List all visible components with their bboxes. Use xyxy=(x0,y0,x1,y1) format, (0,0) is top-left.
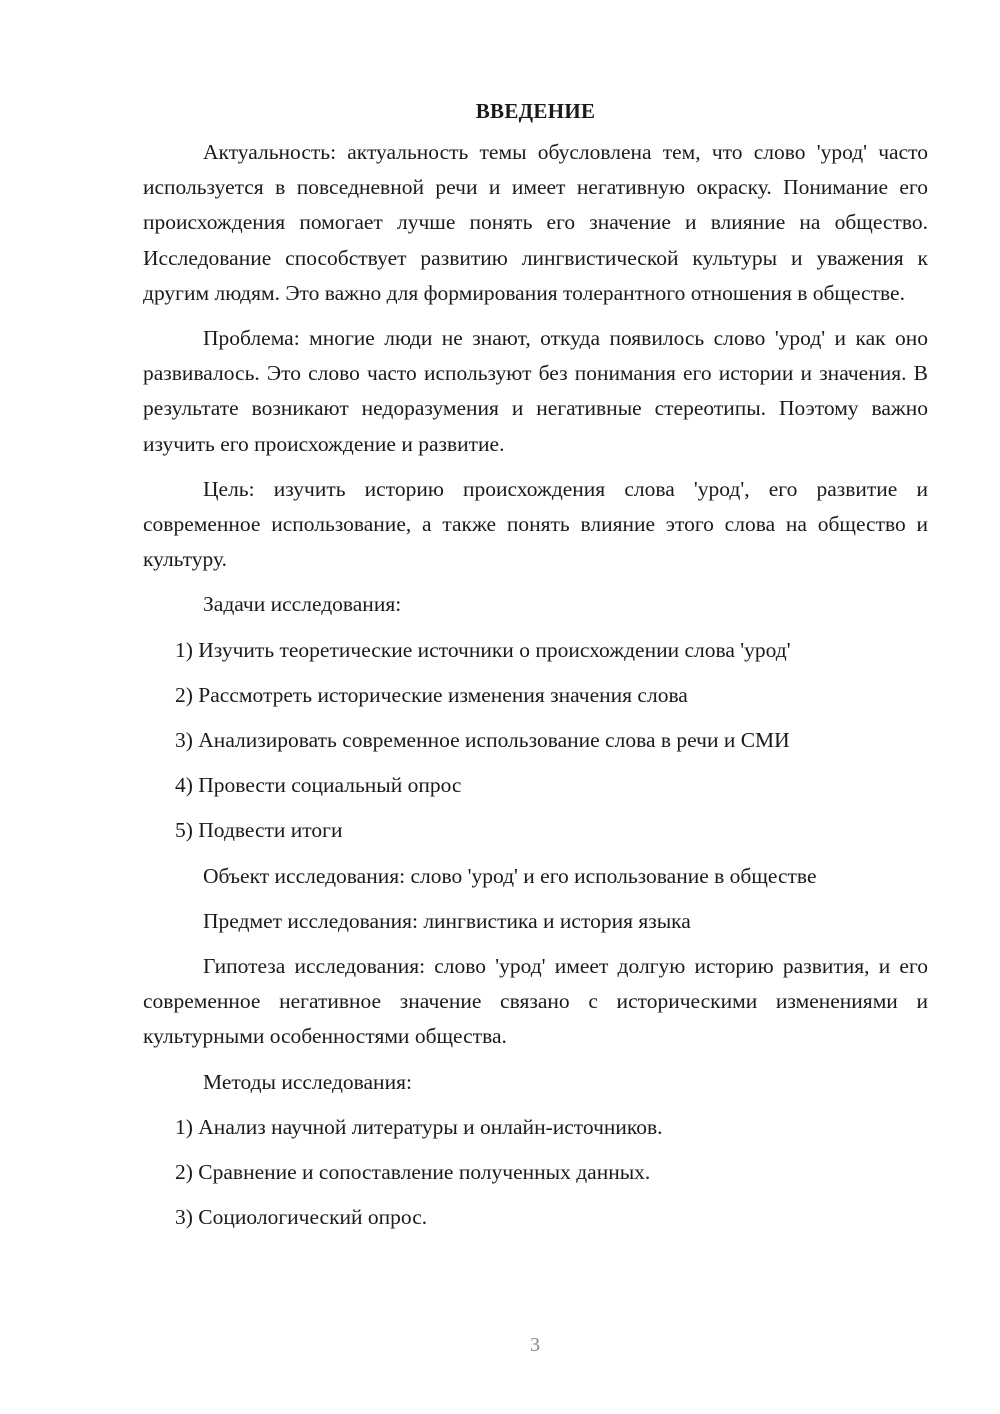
page-number: 3 xyxy=(530,1334,540,1356)
document-body xyxy=(143,93,928,1235)
methods-heading: Методы исследования: xyxy=(203,1069,412,1094)
method-item: 2) Сравнение и сопоставление полученных данных. xyxy=(175,1160,651,1185)
task-item: 4) Провести социальный опрос xyxy=(175,773,462,798)
problem-paragraph: Проблема: многие люди не знают, откуда появилось слово 'урод' и как оно развивалось. Это слово часто используют без понимания его истории и значения. В результате возникают недоразумения и негативные стереотипы. Поэтому важно изучить его происхождение и развитие. xyxy=(143,326,928,456)
hypothesis-paragraph: Гипотеза исследования: слово 'урод' имеет долгую историю развития, и его современное негативное значение связано с историческими изменениями и культурными особенностями общества. xyxy=(143,954,928,1049)
section-title: ВВЕДЕНИЕ xyxy=(475,99,596,123)
object-paragraph: Объект исследования: слово 'урод' и его использование в обществе xyxy=(203,863,817,888)
method-item: 1) Анализ научной литературы и онлайн-источников. xyxy=(175,1114,663,1139)
method-item: 3) Социологический опрос. xyxy=(175,1205,428,1230)
task-item: 5) Подвести итоги xyxy=(175,818,343,843)
task-item: 1) Изучить теоретические источники о происхождении слова 'урод' xyxy=(175,637,791,662)
methods-list xyxy=(143,1110,928,1236)
subject-paragraph: Предмет исследования: лингвистика и история языка xyxy=(203,908,691,933)
task-item: 3) Анализировать современное использование слова в речи и СМИ xyxy=(175,728,790,753)
task-item: 2) Рассмотреть исторические изменения значения слова xyxy=(175,682,688,707)
tasks-heading: Задачи исследования: xyxy=(203,592,402,617)
relevance-paragraph: Актуальность: актуальность темы обусловлена тем, что слово 'урод' часто используется в повседневной речи и имеет негативную окраску. Понимание его происхождения помогает лучше понять его значение и влияние на общество. Исследование способствует развитию лингвистической культуры и уважения к другим людям. Это важно для формирования толерантного отношения в обществе. xyxy=(143,140,928,305)
tasks-list xyxy=(143,633,928,849)
goal-paragraph: Цель: изучить историю происхождения слова 'урод', его развитие и современное использование, а также понять влияние этого слова на общество и культуру. xyxy=(143,476,928,572)
